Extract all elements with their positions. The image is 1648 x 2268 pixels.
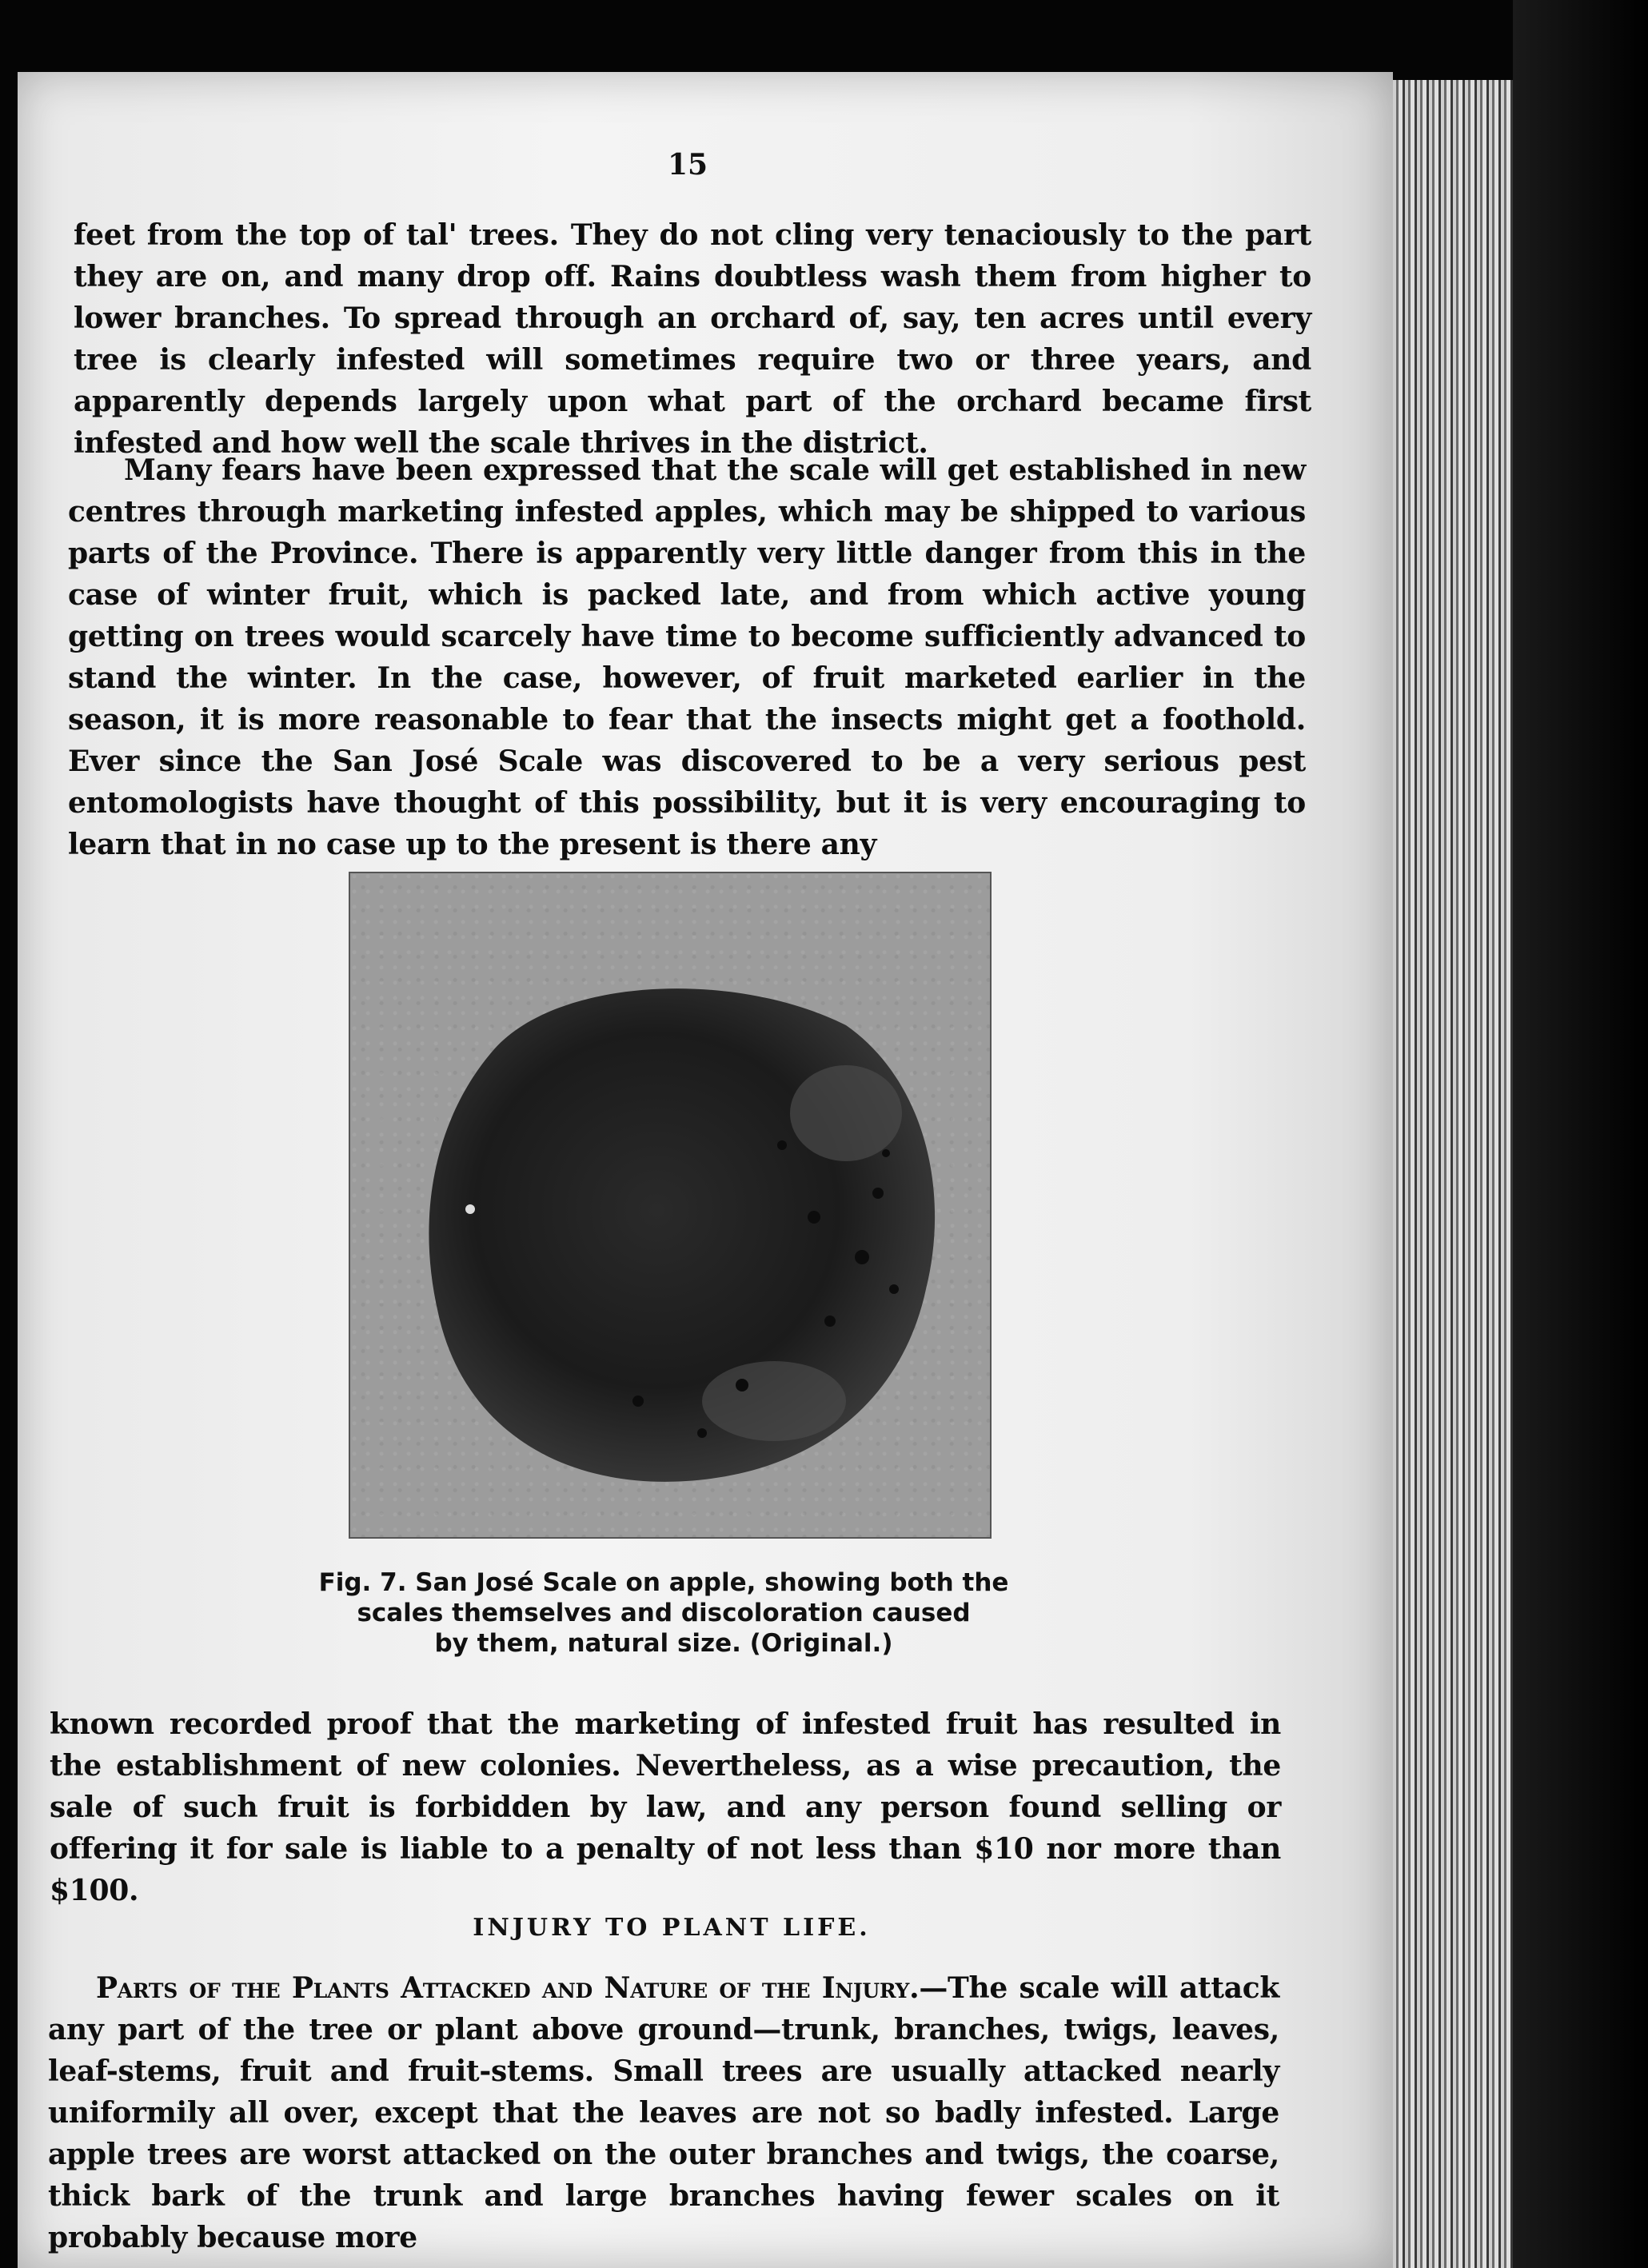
figure-caption [264,1567,1063,1659]
paragraph-2: Many fears have been expressed that the scale will get established in new centres through marketing infested apples, which may be shipped to various parts of the Province. There is apparently very little danger from this in the case of winter fruit, which is packed late, and from which active young getting on trees would scarcely have time to become sufficiently advanced to stand the winter. In the case, however, of fruit marketed earlier in the season, it is more reasonable to fear that the insects might get a foothold. Ever since the San José Scale was discovered to be a very serious pest entomologists have thought of this possibility, but it is very encouraging to learn that in no case up to the present is there any [68,453,1306,861]
caption-line-3: by them, natural size. (Original.) [434,1629,893,1658]
paragraph-3: known recorded proof that the marketing of infested fruit has resulted in the establishment of new colonies. Nevertheless, as a wise precaution, the sale of such fruit is forbidden by law, and any person found selling or offering it for sale is liable to a penalty of not less than $10 nor more than $100. [50,1707,1281,1907]
caption-line-2: scales themselves and discoloration caused [357,1599,971,1627]
figure-apple-photo [349,872,992,1539]
paragraph-4 [48,1967,1279,2258]
section-heading: INJURY TO PLANT LIFE. [473,1914,871,1942]
caption-line-1: Fig. 7. San José Scale on apple, showing both the [318,1568,1009,1597]
paragraph-4-heading: Parts of the Plants Attacked and Nature of the Injury. [96,1971,920,2005]
page-edges [1393,80,1513,2268]
paragraph-1: feet from the top of tal' trees. They do not cling very tenaciously to the part they are on, and many drop off. Rains doubtless wash them from higher to lower branches. To spread through an orchard of, say, ten acres until every tree is clearly infested will sometimes require two or three years, and apparently depends largely upon what part of the orchard became first infested and how well the scale thrives in the district. [74,218,1311,460]
book-binding [1513,0,1648,2268]
apple-image [398,953,958,1505]
paragraph-4-body: —The scale will attack any part of the tree or plant above ground—trunk, branches, twigs, leaves, leaf-stems, fruit and fruit-stems. Small trees are usually attacked nearly uniformily all over, except that the leaves are not so badly infested. Large apple trees are worst attacked on the outer branches and twigs, the coarse, thick bark of the trunk and large branches having fewer scales on it probably because more [48,1971,1279,2254]
page-number: 15 [667,148,708,182]
